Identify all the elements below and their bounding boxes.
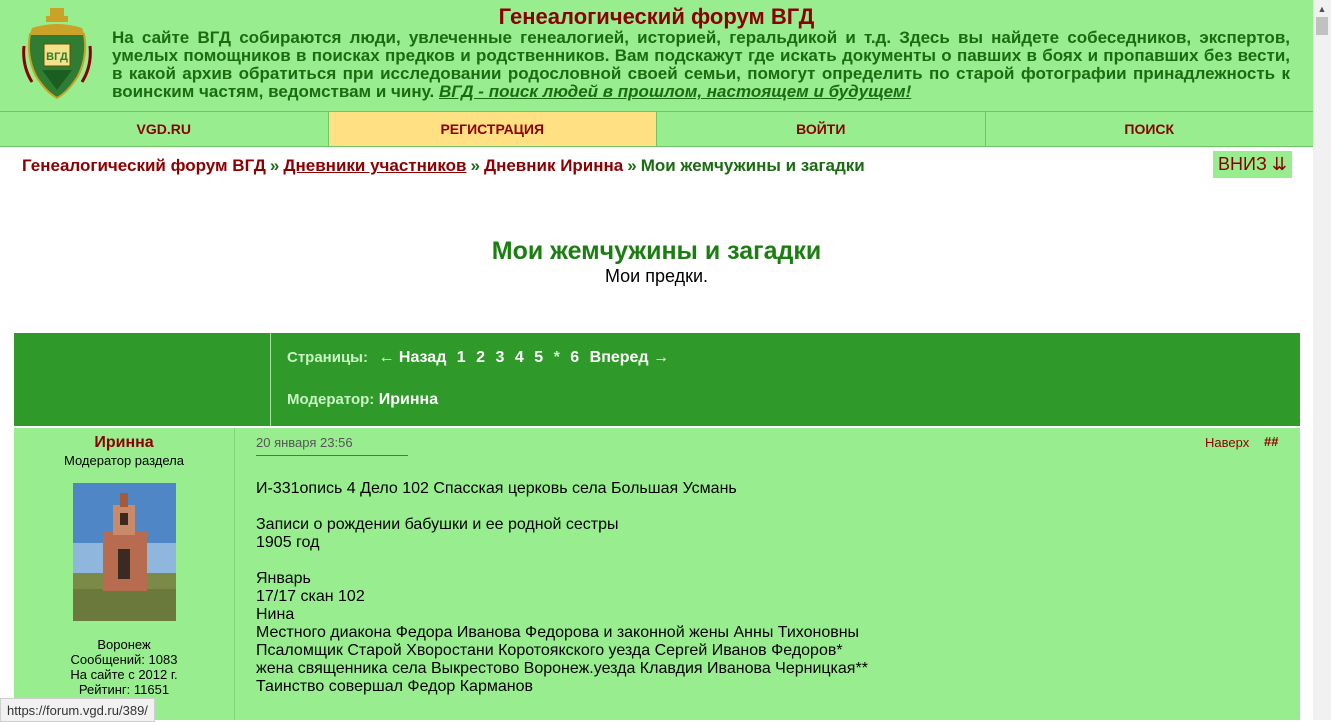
nav-home[interactable]: VGD.RU [0,112,329,146]
site-intro [112,29,1290,101]
pagination [287,349,669,367]
moderator-row [287,391,438,409]
site-header [0,0,1313,112]
moderator-label: Модератор: [287,391,375,408]
pagination-prev[interactable]: ← Назад [378,349,447,366]
breadcrumb-forum[interactable]: Генеалогический форум ВГД [22,156,266,175]
pagination-page[interactable]: 4 [514,349,524,366]
status-url-tooltip: https://forum.vgd.ru/389/ [0,698,155,722]
post-permalink[interactable]: ## [1264,434,1279,449]
main-nav [0,111,1313,147]
author-since: На сайте с 2012 г. [70,667,178,682]
nav-search[interactable]: ПОИСК [1124,121,1175,137]
avatar[interactable] [73,483,176,621]
breadcrumb-current: Мои жемчужины и загадки [640,156,865,175]
pagination-label: Страницы: [287,349,368,366]
breadcrumb-diary[interactable]: Дневник Иринна [483,156,624,175]
scroll-down-button[interactable]: ВНИЗ ⇊ [1213,151,1292,178]
nav-login[interactable]: ВОЙТИ [657,112,986,146]
scroll-up-arrow-icon[interactable]: ▲ [1317,3,1327,14]
intro-text: На сайте ВГД собираются люди, увлеченные генеалогией, историей, геральдикой и т.д. Здесь вы найдете собеседников, экспертов, умелых помощников в поисках предков и родственников. Вам подскажут где искать документы о павших в боях и пропавших без вести, в какой архив обратиться при исследовании родословной своей семьи, помогут определить по старой фотографии принадлежность к воинским частям, ведомствам и чину. [112,28,1290,101]
post [14,428,1300,720]
pagination-page[interactable]: 3 [495,349,505,366]
scrollbar-thumb[interactable] [1316,17,1328,35]
post-author-name[interactable]: Иринна [94,434,154,451]
breadcrumb-diaries[interactable]: Дневники участников [283,156,467,175]
breadcrumb-separator: » [470,156,480,175]
pagination-next[interactable]: Вперед → [589,349,670,366]
post-date-divider [256,455,408,456]
diary-subtitle: Мои предки. [604,266,709,286]
post-body: И-331опись 4 Дело 102 Спасская церковь села Большая Усмань Записи о рождении бабушки и ее родной сестры 1905 год Январь 17/17 скан 102 Нина Местного диакона Федора Иванова Федорова и законной жены Анны Тихоновны Псаломщик Старой Хворостани Коротоякского уезда Сергей Иванов Федоров* жена священника села Выкрестово Воронеж.уезда Клавдия Иванова Черницкая** Таинство совершал Федор Карманов [256,480,868,695]
nav-register[interactable]: РЕГИСТРАЦИЯ [329,112,658,146]
author-messages: Сообщений: 1083 [70,652,178,667]
pager-divider [270,333,271,426]
pager-panel [14,333,1300,426]
author-rating: Рейтинг: 11651 [78,682,170,697]
pagination-page[interactable]: 1 [456,349,466,366]
author-city: Воронеж [97,637,151,652]
pagination-page[interactable]: 2 [476,349,486,366]
pagination-last-page[interactable]: 6 [570,349,580,366]
pagination-current-marker: * [553,349,560,366]
slogan-link[interactable]: ВГД - поиск людей в прошлом, настоящем и будущем! [439,82,912,101]
post-author-role: Модератор раздела [64,453,184,468]
logo-text: ВГД [46,51,68,63]
breadcrumb-separator: » [627,156,637,175]
moderator-name[interactable]: Иринна [378,391,439,408]
post-top-link[interactable]: Наверх [1205,435,1250,450]
post-author-stats [14,637,234,697]
pagination-page[interactable]: 5 [534,349,544,366]
site-title: Генеалогический форум ВГД [498,4,815,29]
diary-title: Мои жемчужины и загадки [491,237,822,265]
breadcrumb-separator: » [269,156,280,175]
post-date: 20 января 23:56 [256,435,353,450]
post-author-panel [14,428,235,720]
breadcrumb [22,156,865,176]
page-scrollbar[interactable] [1313,0,1331,720]
